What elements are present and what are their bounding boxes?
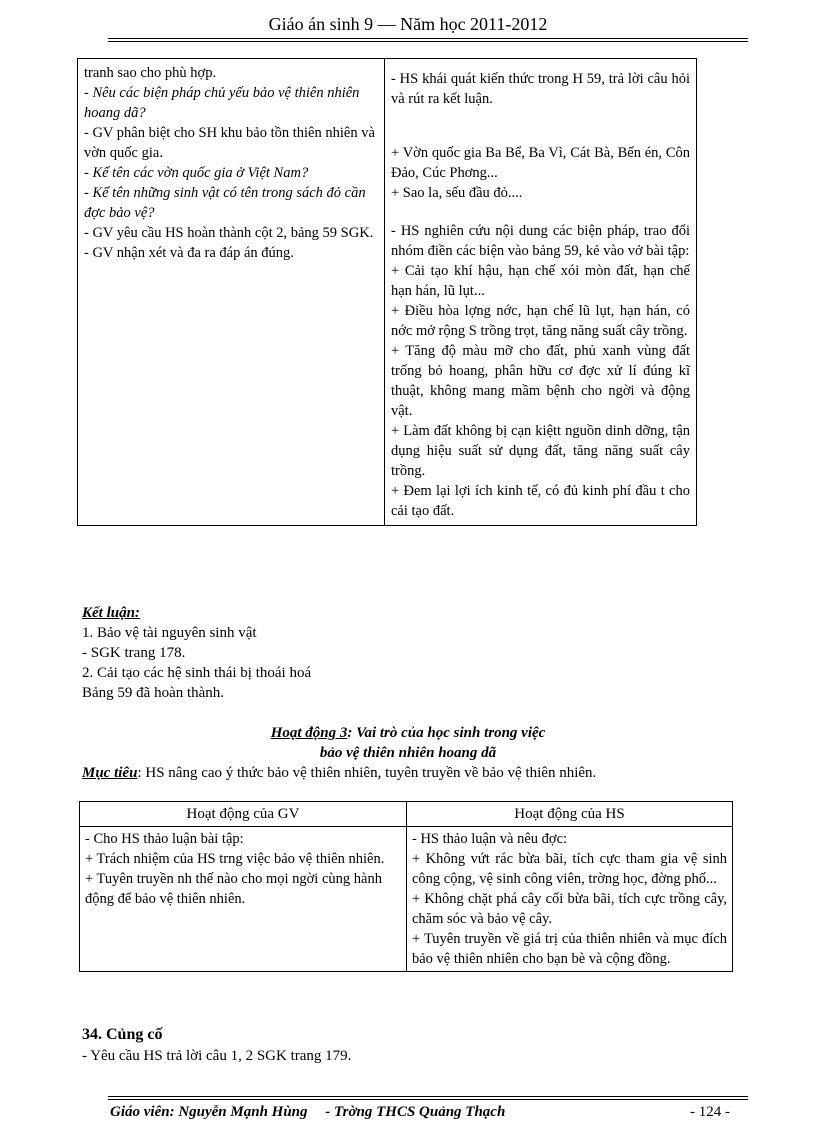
table-line: + Điều hòa lợng nớc, hạn chế lũ lụt, hạn hán, có nớc mở rộng S trồng trọt, tăng năng suất cây trồng. bbox=[391, 303, 690, 339]
header-rule-top bbox=[108, 38, 748, 39]
consolidation-heading: 34. Củng cố bbox=[82, 1026, 163, 1043]
conclusion-section bbox=[82, 603, 311, 703]
table-line: - Nêu các biện pháp chủ yếu bảo vệ thiên nhiên hoang dã? bbox=[84, 85, 360, 121]
conclusion-lines bbox=[82, 623, 311, 703]
activity-table-1 bbox=[77, 58, 697, 526]
table-line: + Tuyên truyền nh thế nào cho mọi ngời cùng hành động để bảo vệ thiên nhiên. bbox=[85, 871, 382, 907]
footer-rule-top bbox=[108, 1096, 748, 1097]
conclusion-line: 1. Bảo vệ tài nguyên sinh vật bbox=[82, 625, 257, 641]
table2-hs-column bbox=[407, 827, 733, 972]
table2-header-gv: Hoạt động của GV bbox=[80, 802, 407, 827]
table-line: + Không vứt rác bừa bãi, tích cực tham gia vệ sinh công cộng, vệ sinh công viên, trờng học, đờng phố... bbox=[412, 851, 727, 887]
objective-line bbox=[82, 763, 596, 783]
conclusion-line: Bảng 59 đã hoàn thành. bbox=[82, 685, 225, 701]
footer-rule-bottom bbox=[108, 1099, 748, 1100]
table2-hs-content bbox=[412, 829, 727, 969]
table-line: + Tuyên truyền về giá trị của thiên nhiên và mục đích bảo vệ thiên nhiên cho bạn bè và cộng đồng. bbox=[412, 931, 727, 967]
table-line: + Cải tạo khí hậu, hạn chế xói mòn đất, hạn chế hạn hán, lũ lụt... bbox=[391, 263, 690, 299]
table-line: + Tăng độ màu mỡ cho đất, phủ xanh vùng đất trống bỏ hoang, phân hữu cơ đợc xử lí đúng kĩ thuật, không mang mầm bệnh cho ngời và động vật. bbox=[391, 343, 690, 419]
objective-label: Mục tiêu bbox=[82, 765, 138, 781]
table-line: + Không chặt phá cây cối bừa bãi, tích cực trồng cây, chăm sóc và bảo vệ cây. bbox=[412, 891, 727, 927]
footer-school: - Trờng THCS Quảng Thạch bbox=[325, 1104, 506, 1120]
table2-gv-content bbox=[85, 829, 401, 909]
conclusion-heading: Kết luận: bbox=[82, 605, 140, 621]
table-line: - Cho HS thảo luận bài tập: bbox=[85, 831, 244, 847]
activity3-title-line2: bảo vệ thiên nhiên hoang dã bbox=[319, 745, 497, 761]
activity3-title bbox=[0, 723, 816, 763]
table-line: - HS nghiên cứu nội dung các biện pháp, trao đổi nhóm điền các biện vào bảng 59, kẻ vào vở bài tập: bbox=[391, 223, 690, 259]
conclusion-line: 2. Cải tạo các hệ sinh thái bị thoái hoá bbox=[82, 665, 312, 681]
table-line: - Kể tên các vờn quốc gia ở Việt Nam? bbox=[84, 165, 309, 181]
table2-header-hs: Hoạt động của HS bbox=[407, 802, 733, 827]
activity3-title-rest: : Vai trò của học sinh trong việc bbox=[347, 725, 546, 741]
table1-hs-content bbox=[391, 69, 690, 521]
table1-hs-column bbox=[385, 59, 697, 526]
table-line: - GV phân biệt cho SH khu bảo tồn thiên nhiên và vờn quốc gia. bbox=[84, 125, 375, 161]
table-line: - Kể tên những sinh vật có tên trong sách đỏ cần đợc bảo vệ? bbox=[84, 185, 366, 221]
table-line: - HS thảo luận và nêu đợc: bbox=[412, 831, 568, 847]
table1-gv-column bbox=[78, 59, 385, 526]
table-line: + Đem lại lợi ích kinh tế, có đủ kinh phí đầu t cho cải tạo đất. bbox=[391, 483, 690, 519]
table-line: - GV yêu cầu HS hoàn thành cột 2, bảng 59 SGK. bbox=[84, 225, 374, 241]
table-line: + Sao la, sếu đầu đỏ.... bbox=[391, 185, 523, 201]
table-line: + Làm đất không bị cạn kiệtt nguồn dinh dỡng, tận dụng hiệu suất sử dụng đất, tăng năng suất cây trồng. bbox=[391, 423, 690, 479]
table-line: + Vờn quốc gia Ba Bể, Ba Vì, Cát Bà, Bến én, Côn Đảo, Cúc Phơng... bbox=[391, 145, 690, 181]
consolidation-section bbox=[82, 1024, 351, 1066]
page-header bbox=[0, 12, 816, 36]
table1-gv-content bbox=[84, 63, 378, 263]
table2-gv-column bbox=[80, 827, 407, 972]
footer-page-number: - 124 - bbox=[690, 1104, 730, 1120]
table-line: - GV nhận xét và đa ra đáp án đúng. bbox=[84, 245, 294, 261]
consolidation-line: - Yêu cầu HS trả lời câu 1, 2 SGK trang 179. bbox=[82, 1048, 352, 1064]
objective-text: : HS nâng cao ý thức bảo vệ thiên nhiên, tuyên truyền về bảo vệ thiên nhiên. bbox=[137, 765, 597, 781]
table-line: + Trách nhiệm của HS trng việc bảo vệ thiên nhiên. bbox=[85, 851, 385, 867]
header-title: Giáo án sinh 9 — Năm học 2011-2012 bbox=[268, 14, 548, 34]
table-line: - HS khái quát kiến thức trong H 59, trả lời câu hỏi và rút ra kết luận. bbox=[391, 71, 690, 107]
activity-table-2 bbox=[79, 801, 733, 972]
activity3-label: Hoạt động 3 bbox=[270, 725, 348, 741]
header-rule-bottom bbox=[108, 41, 748, 42]
page-footer bbox=[110, 1104, 730, 1121]
footer-teacher: Giáo viên: Nguyễn Mạnh Hùng bbox=[110, 1104, 308, 1120]
table-line: tranh sao cho phù hợp. bbox=[84, 65, 217, 81]
conclusion-line: - SGK trang 178. bbox=[82, 645, 186, 661]
